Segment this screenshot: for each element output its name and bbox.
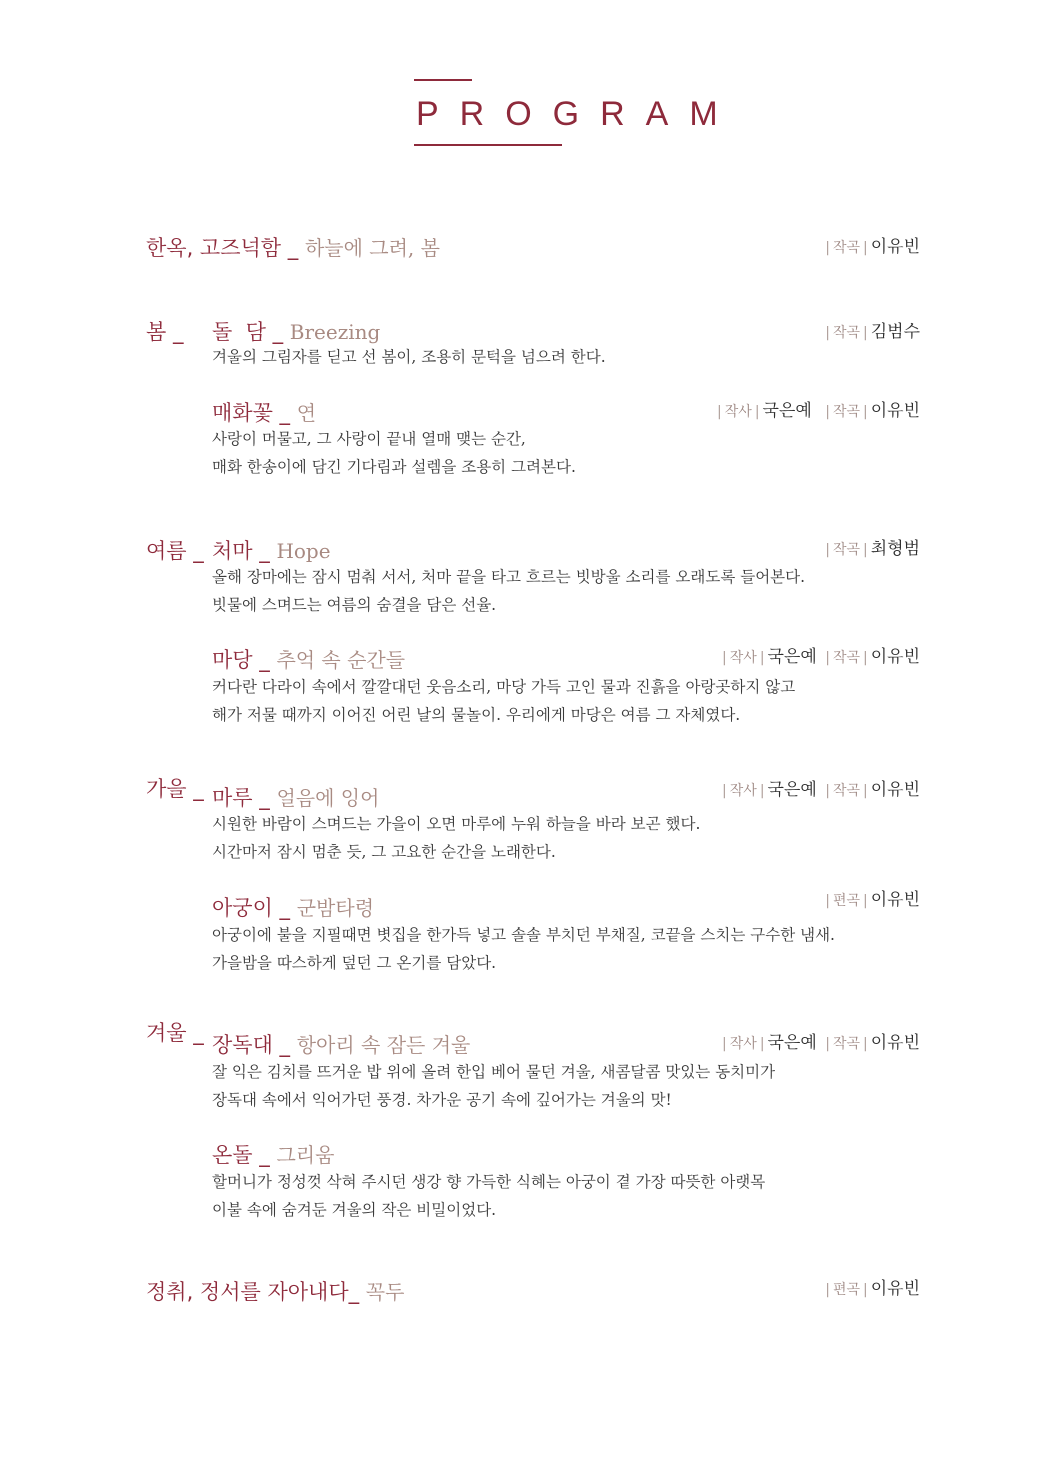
credit-name: 국은예: [767, 780, 817, 800]
piece-description: [212, 425, 576, 481]
header-rule-top: [414, 79, 472, 81]
piece-subtitle: 얼음에 잉어: [276, 786, 380, 810]
header-rule-bottom: [414, 144, 562, 146]
description-line: 빗물에 스며드는 여름의 숨결을 담은 선율.: [212, 596, 497, 614]
piece-description: [212, 343, 606, 371]
piece-description: [212, 1058, 775, 1114]
credit-name: 이유빈: [870, 647, 920, 667]
piece-credits: | 작사 | 국은예 | 작곡 | 이유빈: [722, 780, 920, 800]
piece-subtitle: 그리움: [276, 1143, 335, 1167]
outro-title: 정취, 정서를 자아내다_: [146, 1280, 360, 1304]
description-line: 겨울의 그림자를 딛고 선 봄이, 조용히 문턱을 넘으려 한다.: [212, 348, 606, 366]
program-item-title: [212, 1139, 334, 1169]
credit-name: 국은예: [767, 1033, 817, 1053]
page-title: PROGRAM: [416, 95, 739, 133]
program-item-title: [212, 782, 379, 812]
credit-role: 작곡: [832, 325, 860, 341]
program-item-title: [212, 644, 405, 674]
intro-credits: | 작곡 | 이유빈: [825, 237, 920, 257]
credit-role: 편곡: [832, 1282, 860, 1298]
description-line: 올해 장마에는 잠시 멈춰 서서, 처마 끝을 타고 흐르는 빗방울 소리를 오래도록 들어본다.: [212, 568, 806, 586]
credit-name: 이유빈: [870, 1279, 920, 1299]
piece-subtitle: 항아리 속 잠든 겨울: [296, 1033, 471, 1057]
credit-role: 작곡: [832, 1036, 860, 1052]
credit-role: 편곡: [832, 893, 860, 909]
description-line: 매화 한송이에 담긴 기다림과 설렘을 조용히 그려본다.: [212, 458, 576, 476]
description-line: 장독대 속에서 익어가던 풍경. 차가운 공기 속에 깊어가는 겨울의 맛!: [212, 1091, 672, 1109]
credit-role: 작곡: [832, 650, 860, 666]
credit-role: 작곡: [832, 240, 860, 256]
credit-name: 국은예: [767, 647, 817, 667]
outro-title-row: [146, 1276, 404, 1306]
piece-subtitle: 연: [296, 401, 317, 425]
description-line: 해가 저물 때까지 이어진 어린 날의 물놀이. 우리에게 마당은 여름 그 자체였다.: [212, 706, 741, 724]
credit-name: 이유빈: [870, 237, 920, 257]
description-line: 아궁이에 불을 지필때면 볏집을 한가득 넣고 솔솔 부치던 부채질, 코끝을 스치는 구수한 냄새.: [212, 926, 835, 944]
credit-name: 이유빈: [870, 780, 920, 800]
piece-credits: | 작사 | 국은예 | 작곡 | 이유빈: [717, 401, 920, 421]
description-line: 이불 속에 숨겨둔 겨울의 작은 비밀이었다.: [212, 1201, 497, 1219]
piece-credits: | 작사 | 국은예 | 작곡 | 이유빈: [722, 1033, 920, 1053]
piece-subtitle: 추억 속 순간들: [276, 648, 406, 672]
piece-description: [212, 921, 835, 977]
description-line: 시간마저 잠시 멈춘 듯, 그 고요한 순간을 노래한다.: [212, 843, 556, 861]
credit-name: 이유빈: [870, 1033, 920, 1053]
credit-name: 김범수: [870, 322, 920, 342]
description-line: 사랑이 머물고, 그 사랑이 끝내 열매 맺는 순간,: [212, 430, 526, 448]
piece-description: [212, 673, 795, 729]
piece-credits: | 편곡 | 이유빈: [825, 890, 920, 910]
credit-role: 작곡: [832, 542, 860, 558]
credit-name: 이유빈: [870, 890, 920, 910]
credit-name: 최형범: [870, 539, 920, 559]
piece-credits: | 작곡 | 김범수: [825, 322, 920, 342]
season-label-autumn: 가을 _: [146, 777, 204, 801]
piece-title: 마루 _: [212, 786, 270, 810]
description-line: 커다란 다라이 속에서 깔깔대던 웃음소리, 마당 가득 고인 물과 진흙을 아랑곳하지 않고: [212, 678, 796, 696]
piece-title: 온돌 _: [212, 1143, 270, 1167]
program-item-title: [212, 316, 380, 346]
piece-title: 마당 _: [212, 648, 270, 672]
credit-name: 이유빈: [870, 401, 920, 421]
program-item-title: [212, 535, 331, 565]
piece-subtitle: Breezing: [289, 320, 381, 344]
description-line: 시원한 바람이 스며드는 가을이 오면 마루에 누워 하늘을 바라 보곤 했다.: [212, 815, 701, 833]
season-label-spring: 봄 _: [146, 320, 184, 344]
piece-title: 처마 _: [212, 539, 270, 563]
piece-description: [212, 810, 700, 866]
credit-name: 국은예: [762, 401, 812, 421]
piece-title: 아궁이 _: [212, 896, 291, 920]
piece-title: 매화꽃 _: [212, 401, 291, 425]
piece-credits: | 작사 | 국은예 | 작곡 | 이유빈: [722, 647, 920, 667]
program-item-title: [212, 892, 374, 922]
season-label-winter: 겨울 _: [146, 1021, 204, 1045]
description-line: 할머니가 정성껏 삭혀 주시던 생강 향 가득한 식혜는 아궁이 곁 가장 따뜻한 아랫목: [212, 1173, 766, 1191]
credit-role: 작사: [729, 650, 757, 666]
piece-subtitle: Hope: [276, 539, 331, 563]
outro-credits: | 편곡 | 이유빈: [825, 1279, 920, 1299]
credit-role: 작사: [729, 1036, 757, 1052]
piece-description: [212, 1168, 765, 1224]
program-item-title: [212, 397, 316, 427]
intro-subtitle: 하늘에 그려, 봄: [304, 236, 440, 260]
piece-title: 돌 담 _: [212, 320, 284, 344]
piece-subtitle: 군밤타령: [296, 896, 375, 920]
description-line: 잘 익은 김치를 뜨거운 밥 위에 올려 한입 베어 물던 겨울, 새콤달콤 맛있는 동치미가: [212, 1063, 776, 1081]
credit-role: 작사: [724, 404, 752, 420]
piece-title: 장독대 _: [212, 1033, 291, 1057]
description-line: 가을밤을 따스하게 덮던 그 온기를 담았다.: [212, 954, 497, 972]
intro-title-row: [146, 232, 440, 262]
intro-title: 한옥, 고즈넉함 _: [146, 236, 299, 260]
program-item-title: [212, 1029, 470, 1059]
piece-description: [212, 563, 805, 619]
credit-role: 작곡: [832, 783, 860, 799]
credit-role: 작곡: [832, 404, 860, 420]
piece-credits: | 작곡 | 최형범: [825, 539, 920, 559]
season-label-summer: 여름 _: [146, 539, 204, 563]
outro-subtitle: 꼭두: [365, 1280, 405, 1304]
credit-role: 작사: [729, 783, 757, 799]
